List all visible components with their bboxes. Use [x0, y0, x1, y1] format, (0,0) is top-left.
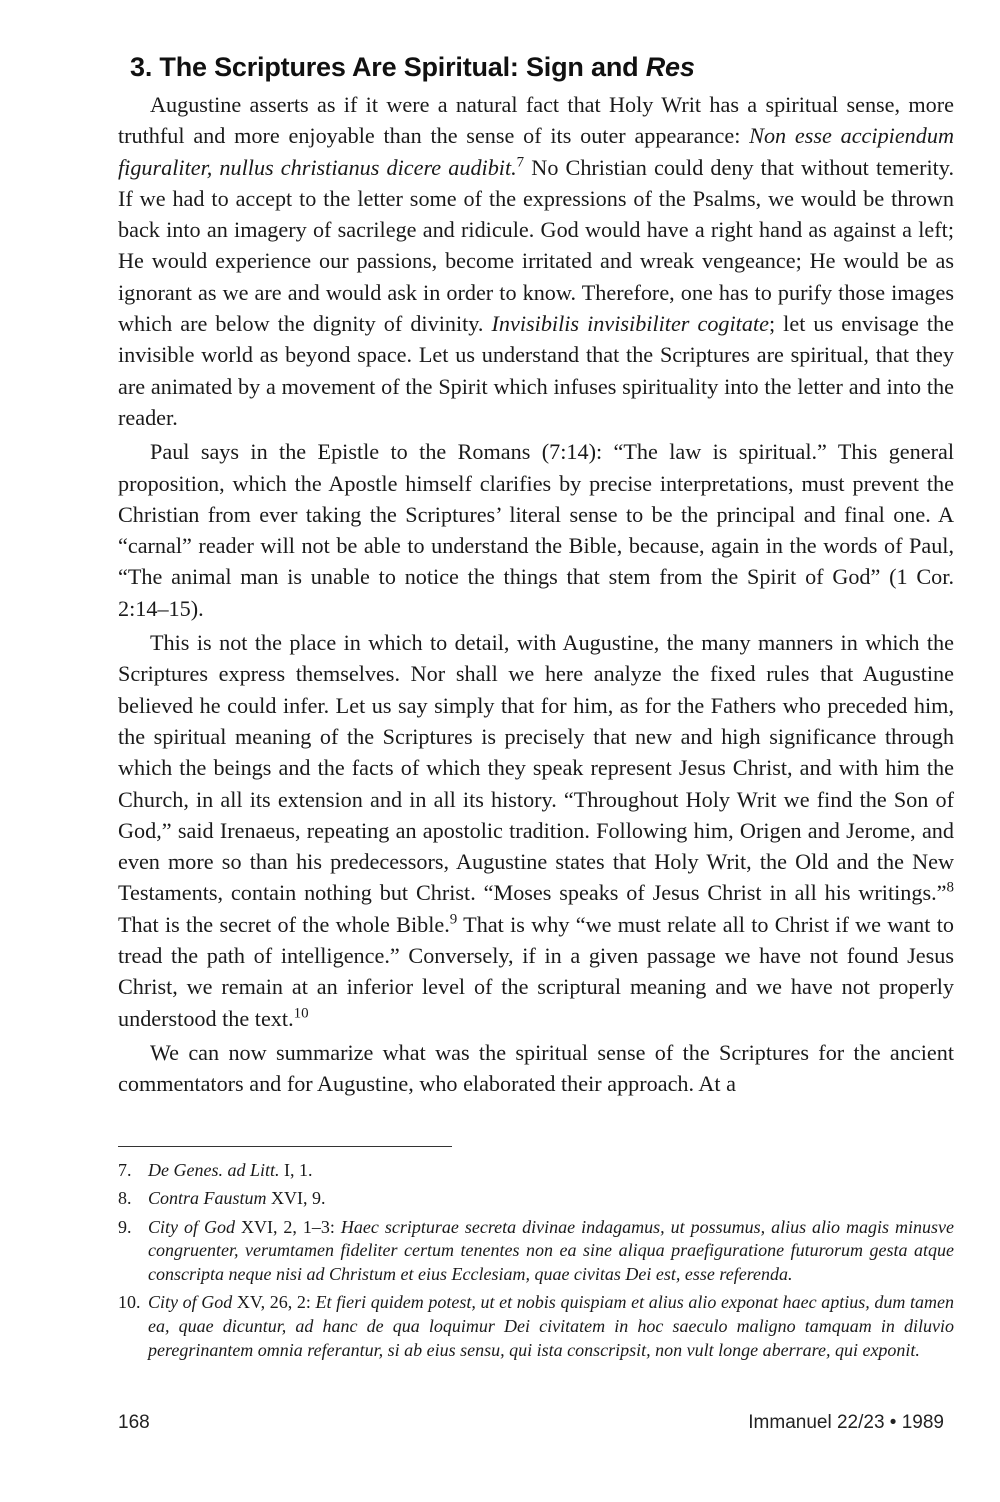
text-run: I, 1.: [279, 1159, 313, 1180]
footnote-reference: 10: [293, 1005, 309, 1022]
footnotes: [118, 1159, 954, 1363]
footnote: [118, 1216, 955, 1287]
text-run: Augustine asserts as if it were a natural fact that Holy Writ has a spiritual sense, more truthful and more enjoyable than the sense of its outer appearance:: [118, 92, 954, 149]
footnote: [118, 1187, 954, 1211]
footnote-text: [148, 1217, 954, 1284]
footnote-number: 9.: [118, 1216, 132, 1237]
text-run: That is the secret of the whole Bible.: [118, 911, 450, 937]
footnote-reference: 8: [946, 880, 954, 897]
heading-title: 3. The Scriptures Are Spiritual: Sign and: [130, 52, 646, 82]
footnote-number: 10.: [118, 1292, 141, 1313]
body-text: [118, 89, 954, 1100]
text-run: No Christian could deny that without temerity. If we had to accept to the letter some of the expressions of the Psalms, we would be thrown back into an imagery of sacrilege and ridicule. God would have a right hand as against a left; He would experience our passions, become irritated and wreak vengeance; He would be as ignorant as we are and would ask in order to know. Therefore, one has to purify those images which are below the dignity of divinity.: [118, 154, 954, 337]
italic-text: Invisibilis invisibiliter cogitate: [491, 311, 769, 337]
footnote-number: 7.: [118, 1159, 132, 1180]
text-run: ; let us envisage the invisible world as beyond space. Let us understand that the Scriptures are spiritual, that they are animated by a movement of the Spirit which infuses spirituality into the letter and into the reader.: [118, 311, 954, 430]
text-run: Paul says in the Epistle to the Romans (7:14): “The law is spiritual.” This general proposition, which the Apostle himself clarifies by precise interpretations, must prevent the Christian from ever taking the Scriptures’ literal sense to be the principal and final one. A “carnal” reader will not be able to understand the Bible, because, again in the words of Paul, “The animal man is unable to notice the things that stem from the Spirit of God” (1 Cor. 2:14–15).: [118, 439, 954, 621]
page-number: 168: [118, 1412, 150, 1433]
footnote-divider: [118, 1146, 452, 1147]
italic-text: Non esse accipiendum figuraliter, nullus christianus dicere audibit.: [118, 123, 954, 180]
journal-citation: Immanuel 22/23 • 1989: [748, 1412, 944, 1433]
italic-text: De Genes. ad Litt.: [148, 1159, 280, 1180]
section-heading: [130, 52, 954, 83]
italic-text: Et fieri quidem potest, ut et nobis quispiam et alius alio exponat haec aptius, dum tamen ea, quae dicuntur, ad hanc de qua loquimur Dei civitatem in hoc saeculo maligno tamquam in diluvio peregrinantem omnia referantur, si ab eius sensu, qui ista conscripsit, non vult longe aberrare, qui exponit.: [148, 1292, 955, 1360]
page-footer: [118, 1412, 944, 1434]
page: [118, 52, 954, 1367]
italic-text: Haec scripturae secreta divinae indagamus, ut possumus, alius alio magis minusve congruenter, verumtamen fideliter certum tenentes non ea sine aliqua praefiguratione futurorum gesta atque conscripta neque nisi ad Christum et eius Ecclesiam, quae civitas Dei est, esse referenda.: [148, 1216, 955, 1284]
heading-italic-word: Res: [645, 52, 695, 82]
footnote-reference: 9: [449, 911, 458, 928]
italic-text: City of God: [148, 1292, 233, 1313]
text-run: This is not the place in which to detail, with Augustine, the many manners in which the Scriptures express themselves. Nor shall we here analyze the fixed rules that Augustine believed he could infer. Let us say simply that for him, as for the Fathers who preceded him, the spiritual meaning of the Scriptures is precisely that new and high significance through which the beings and the facts of which they speak represent Jesus Christ, and with him the Church, in all its extension and in all its history. “Throughout Holy Writ we find the Son of God,” said Irenaeus, repeating an apostolic tradition. Following him, Origen and Jerome, and even more so than his predecessors, Augustine states that Holy Writ, the Old and the New Testaments, contain nothing but Christ. “Moses speaks of Jesus Christ in all his writings.”: [118, 630, 954, 906]
paragraph: [118, 627, 954, 1034]
paragraph: [118, 89, 954, 433]
footnote-text: [148, 1292, 954, 1359]
italic-text: Contra Faustum: [148, 1188, 267, 1209]
footnote-reference: 7: [516, 154, 525, 171]
italic-text: City of God: [148, 1216, 235, 1237]
text-run: XV, 26, 2:: [232, 1292, 316, 1313]
paragraph: [118, 436, 954, 624]
text-run: We can now summarize what was the spiritual sense of the Scriptures for the ancient commentators and for Augustine, who elaborated their approach. At a: [118, 1039, 954, 1097]
text-run: That is why “we must relate all to Christ if we want to tread the path of intelligence.” Conversely, if in a given passage we have not found Jesus Christ, we remain at an inferior level of the scriptural meaning and we have not properly understood the text.: [118, 911, 954, 1031]
text-run: XVI, 9.: [266, 1188, 326, 1209]
footnote-text: [148, 1188, 326, 1208]
footnote: [118, 1291, 955, 1362]
footnote-text: [148, 1160, 312, 1180]
footnote: [118, 1159, 954, 1183]
footnote-number: 8.: [118, 1188, 132, 1209]
text-run: XVI, 2, 1–3:: [234, 1216, 341, 1237]
paragraph: [118, 1037, 954, 1100]
